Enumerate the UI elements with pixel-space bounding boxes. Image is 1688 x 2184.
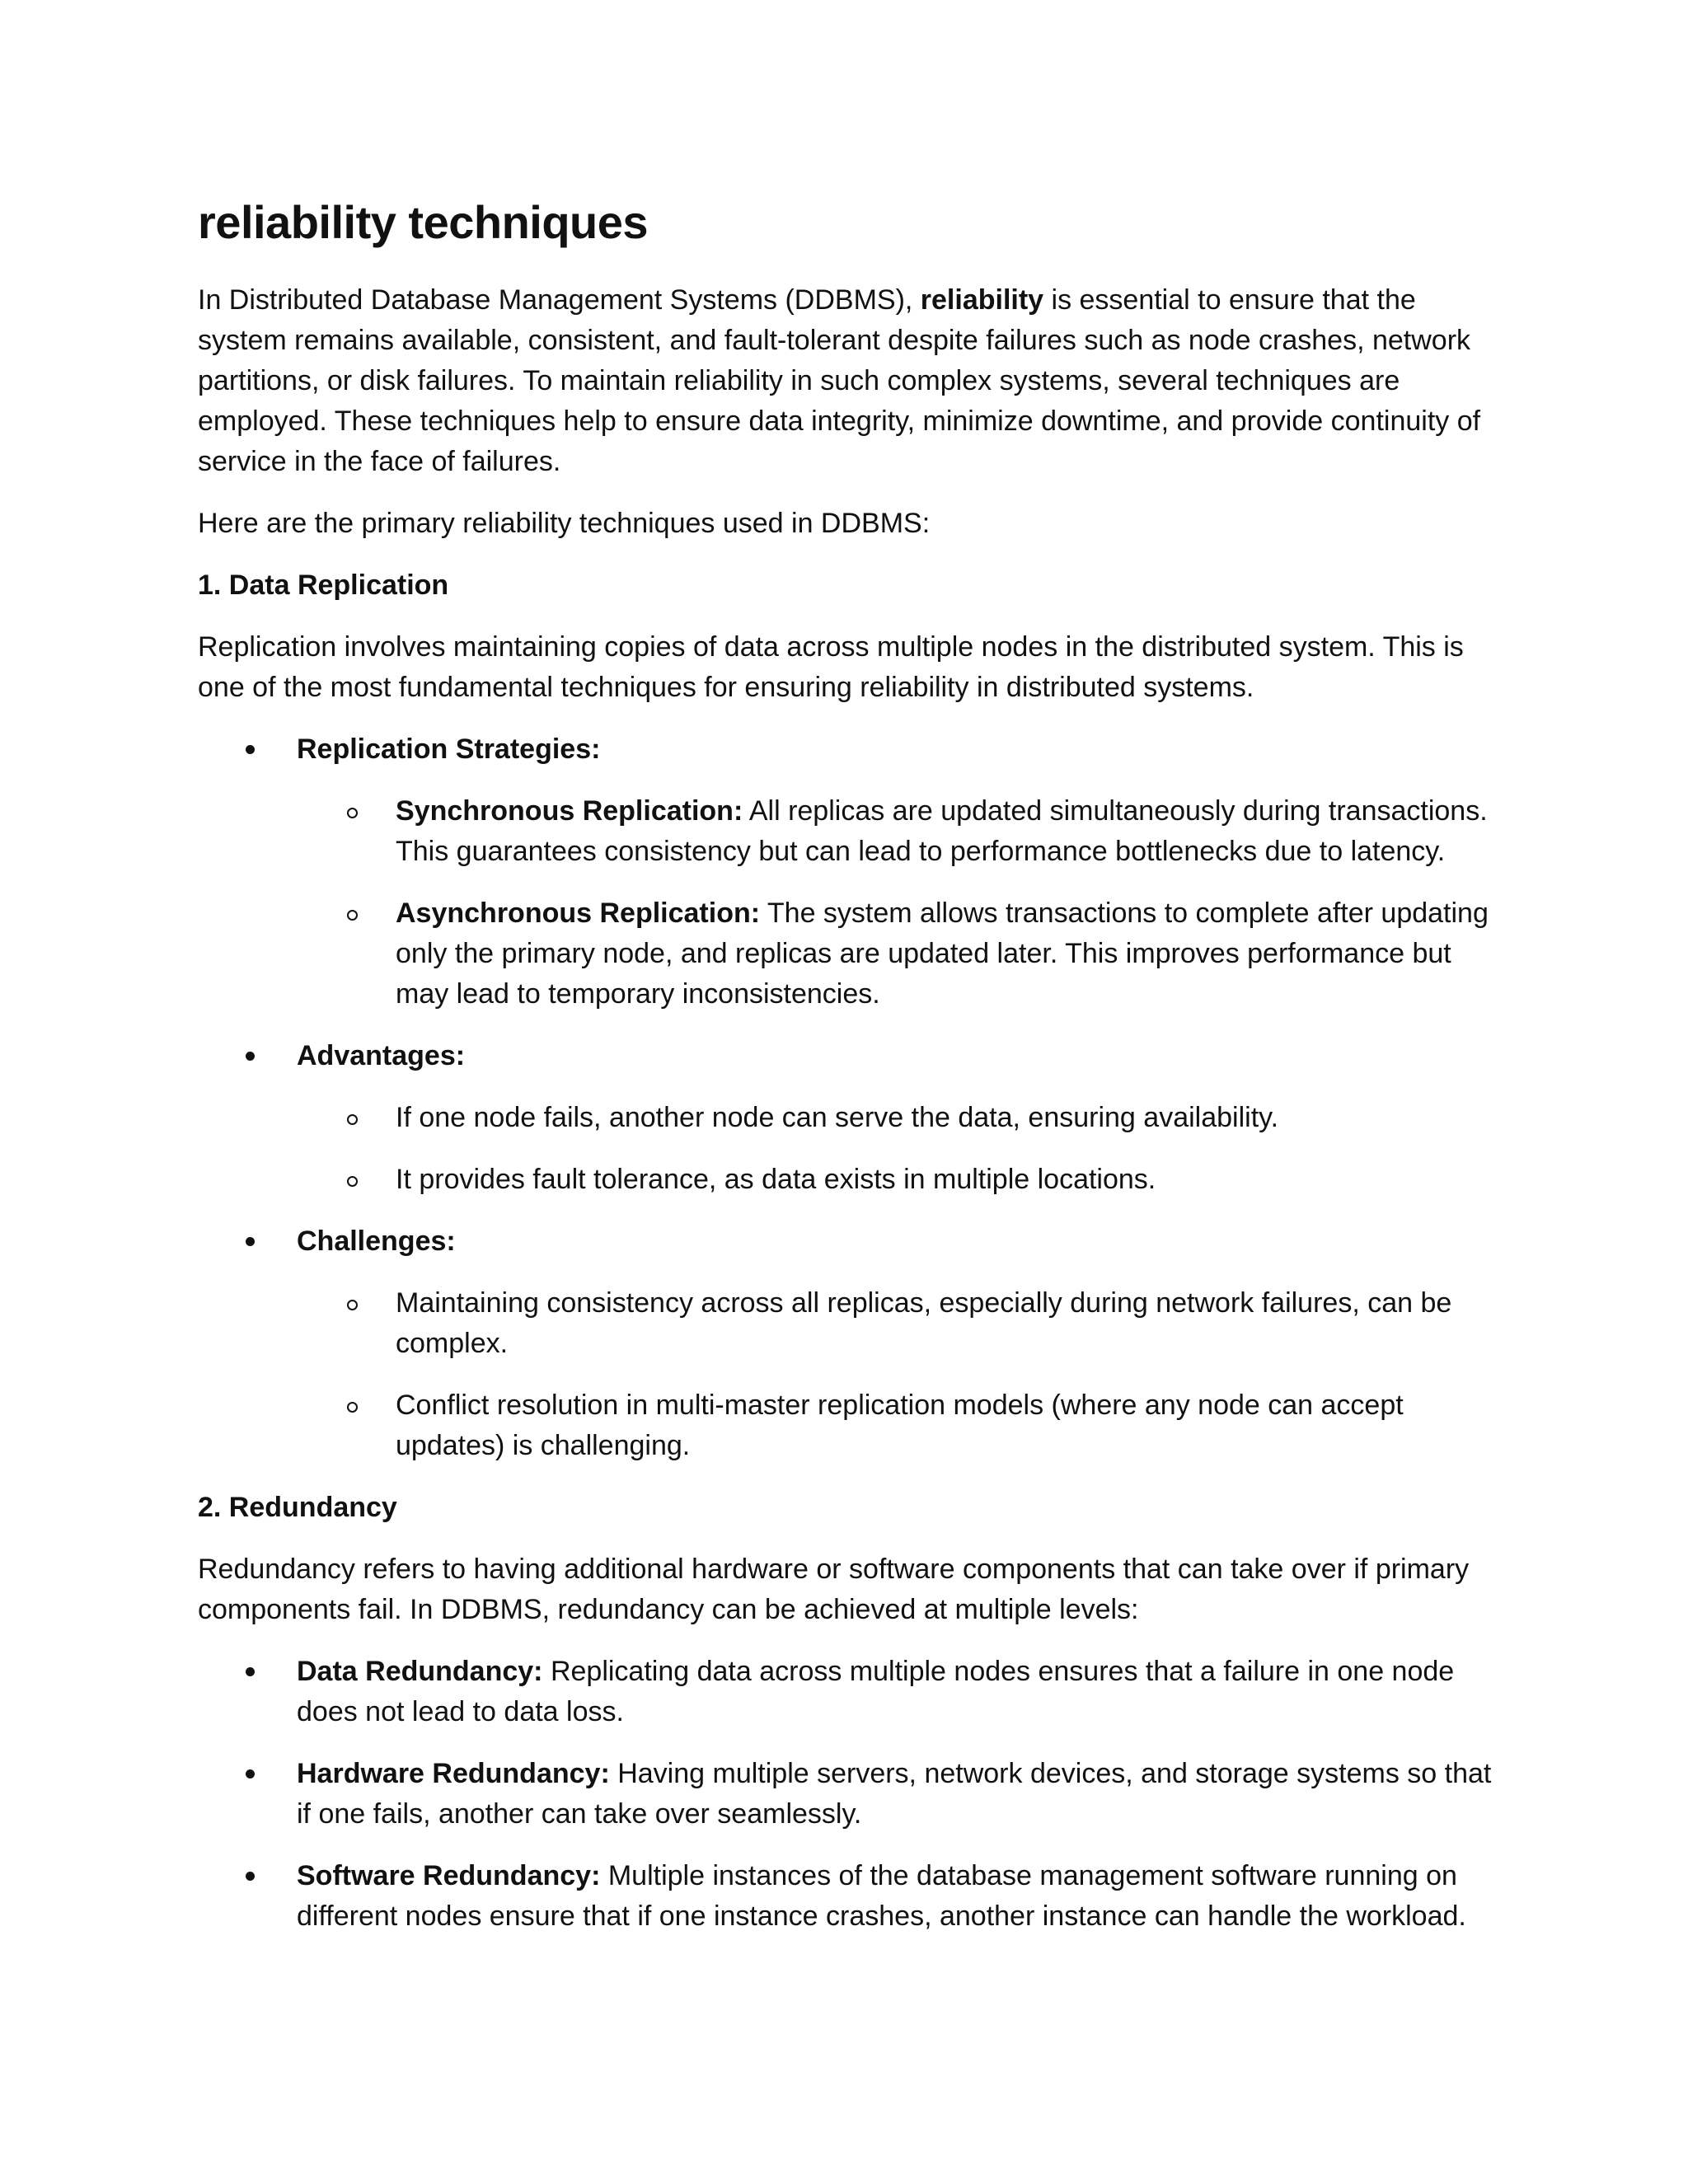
group-label-advantages: Advantages:: [297, 1040, 466, 1071]
bullet-icon: [246, 1237, 255, 1246]
lead-in-paragraph: Here are the primary reliability techniques used in DDBMS:: [198, 508, 931, 539]
document-page: [198, 190, 1496, 1958]
text-advantage-availability: If one node fails, another node can serve the data, ensuring availability.: [396, 1102, 1279, 1133]
intro-text-end: is essential to ensure that the system remains available, consistent, and fault-tolerant despite failures such as node crashes, network partitions, or disk failures. To maintain reliability in such complex systems, several techniques are employed. These techniques help to ensure data integrity, minimize downtime, and provide continuity of service in the face of failures.: [198, 284, 1481, 477]
text-hardware-redundancy: Having multiple servers, network devices, and storage systems so that if one fails, another can take over seamlessly.: [297, 1758, 1492, 1830]
text-advantage-fault-tolerance: It provides fault tolerance, as data exists in multiple locations.: [396, 1164, 1156, 1195]
term-hardware-redundancy: Hardware Redundancy:: [297, 1758, 610, 1789]
text-challenge-conflict-resolution: Conflict resolution in multi-master replication models (where any node can accept updates) is challenging.: [396, 1390, 1404, 1461]
list-item-advantages: [297, 1036, 1496, 1200]
bullet-icon: [246, 745, 255, 754]
hollow-bullet-icon: [347, 1114, 358, 1125]
bullet-icon: [246, 1872, 255, 1881]
list-item-challenge-consistency: [396, 1283, 1496, 1364]
term-data-redundancy: Data Redundancy:: [297, 1656, 543, 1687]
hollow-bullet-icon: [347, 910, 358, 921]
section-heading-redundancy: 2. Redundancy: [198, 1492, 397, 1523]
group-label-replication-strategies: Replication Strategies:: [297, 733, 601, 765]
text-challenge-consistency: Maintaining consistency across all replicas, especially during network failures, can be complex.: [396, 1287, 1452, 1359]
list-item-advantage-availability: [396, 1098, 1496, 1138]
text-synchronous-replication: All replicas are updated simultaneously during transactions. This guarantees consistency but can lead to performance bottlenecks due to latency.: [396, 795, 1488, 867]
hollow-bullet-icon: [347, 1176, 358, 1187]
data-replication-list: [198, 729, 1496, 1466]
text-software-redundancy: Multiple instances of the database management software running on different nodes ensure that if one instance crashes, another instance can handle the workload.: [297, 1860, 1466, 1932]
hollow-bullet-icon: [347, 808, 358, 818]
challenges-sublist: [297, 1283, 1496, 1466]
list-item-asynchronous-replication: [396, 893, 1496, 1015]
bullet-icon: [246, 1769, 255, 1779]
intro-bold-term: reliability: [920, 284, 1044, 316]
hollow-bullet-icon: [347, 1402, 358, 1413]
section-heading-data-replication: 1. Data Replication: [198, 569, 449, 601]
list-item-challenge-conflict-resolution: [396, 1385, 1496, 1466]
document-title: reliability techniques: [198, 196, 649, 248]
section-description-redundancy: Redundancy refers to having additional hardware or software components that can take over if primary components fail. In DDBMS, redundancy can be achieved at multiple levels:: [198, 1554, 1470, 1625]
advantages-sublist: [297, 1098, 1496, 1200]
intro-text-start: In Distributed Database Management Systems (DDBMS),: [198, 284, 921, 316]
text-data-redundancy: Replicating data across multiple nodes ensures that a failure in one node does not lead to data loss.: [297, 1656, 1455, 1727]
list-item-data-redundancy: [297, 1652, 1496, 1732]
redundancy-list: [198, 1652, 1496, 1937]
list-item-synchronous-replication: [396, 791, 1496, 872]
bullet-icon: [246, 1667, 255, 1676]
bullet-icon: [246, 1052, 255, 1061]
term-asynchronous-replication: Asynchronous Replication:: [396, 898, 761, 929]
list-item-advantage-fault-tolerance: [396, 1160, 1496, 1200]
list-item-hardware-redundancy: [297, 1754, 1496, 1835]
term-synchronous-replication: Synchronous Replication:: [396, 795, 743, 827]
group-label-challenges: Challenges:: [297, 1226, 456, 1257]
hollow-bullet-icon: [347, 1300, 358, 1310]
term-software-redundancy: Software Redundancy:: [297, 1860, 601, 1891]
text-asynchronous-replication: The system allows transactions to complete after updating only the primary node, and replicas are updated later. This improves performance but may lead to temporary inconsistencies.: [396, 898, 1489, 1010]
section-description-data-replication: Replication involves maintaining copies of data across multiple nodes in the distributed system. This is one of the most fundamental techniques for ensuring reliability in distributed systems.: [198, 631, 1464, 703]
intro-paragraph: [198, 280, 1496, 482]
list-item-challenges: [297, 1221, 1496, 1466]
list-item-replication-strategies: [297, 729, 1496, 1015]
replication-strategies-sublist: [297, 791, 1496, 1015]
list-item-software-redundancy: [297, 1856, 1496, 1937]
